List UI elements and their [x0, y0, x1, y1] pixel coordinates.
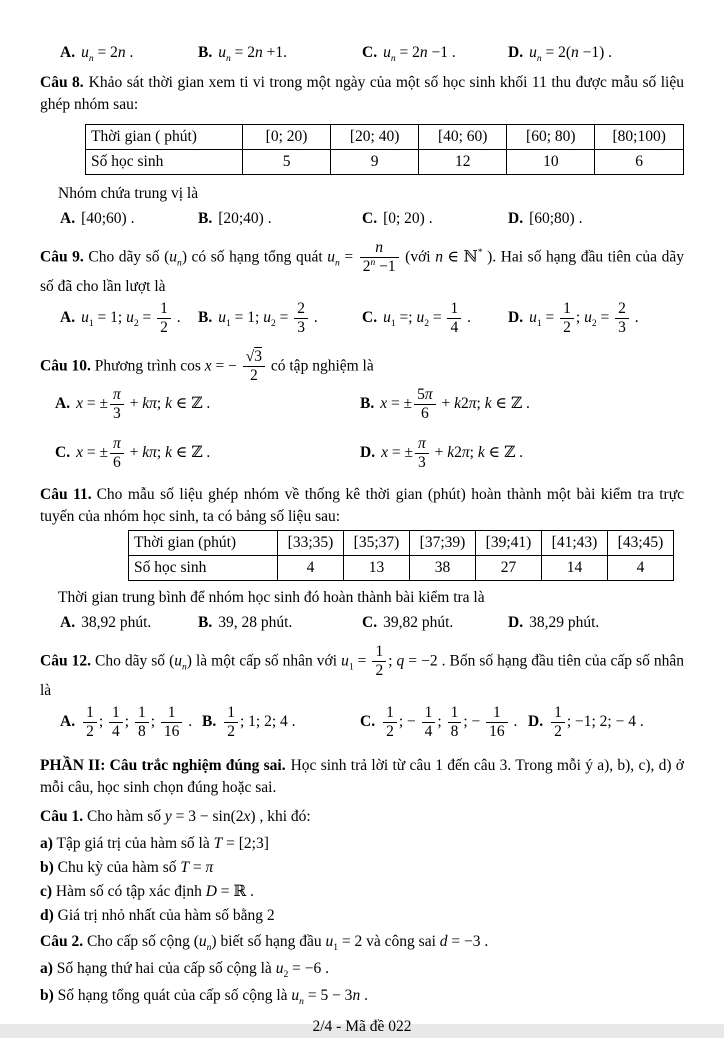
q8-question: Nhóm chứa trung vị là: [58, 185, 199, 202]
q8-table-header-cell: [0; 20): [243, 125, 331, 150]
q8-intro-text: Khảo sát thời gian xem ti vi trong một ngày của một số học sinh khối 11 thu được mẫu số liệu ghép nhóm sau:: [40, 74, 684, 113]
q8-table-value: 6: [595, 150, 684, 175]
q12-intro: Câu 12. Cho dãy số $(u_n)$ là một cấp số nhân với $u_1$ = $\frac{1}{2}$ ; q = −2 . Bốn số hạng đầu tiên của cấp số nhân là: [40, 643, 684, 699]
option-text: [20;40) .: [218, 210, 272, 227]
q11-table-data-row: [129, 556, 674, 581]
option-label: A.: [60, 210, 76, 227]
q11-table-header-cell: [39;41): [476, 531, 542, 556]
q10-option-d: [360, 436, 523, 472]
option-label: B.: [198, 308, 213, 326]
q8-table: [85, 124, 684, 175]
option-label: A.: [60, 44, 76, 61]
q11-table-header-cell: [43;45): [608, 531, 674, 556]
option-label: B.: [360, 395, 375, 413]
option-formula: $u_1 = 1$; $u_2$ = $\frac{1}{2}$ .: [81, 299, 181, 336]
q8-table-value: 10: [507, 150, 595, 175]
option-formula: $u_n = 2n$ .: [81, 44, 134, 65]
p2q1-item-d: d) Giá trị nhỏ nhất của hàm số bằng 2: [40, 906, 275, 924]
q10-options-row-1: [40, 387, 684, 433]
q7-option-b: [198, 42, 287, 64]
q11-table-header-cell: [35;37): [344, 531, 410, 556]
p2q1-item-c: c) Hàm số có tập xác định D = ℝ .: [40, 882, 255, 900]
option-label: D.: [360, 444, 376, 462]
option-label: D.: [508, 614, 524, 632]
q12-option-a: [60, 705, 192, 741]
option-label: B.: [198, 44, 213, 61]
option-formula: $\frac{1}{2}$ ; − $\frac{1}{4}$ ; $\frac{1}{8}$ ; − $\frac{1}{16}$ .: [381, 713, 517, 730]
q11-option-b: [198, 612, 292, 634]
q10-option-c: [55, 436, 210, 472]
p2q2-intro: Câu 2. Cho cấp số cộng $(u_n)$ biết số hạng đầu $u_1 = 2$ và công sai d = −3 .: [40, 932, 489, 953]
q8-table-row-label: Số học sinh: [86, 150, 243, 175]
option-label: B.: [198, 210, 213, 227]
q8-table-header-cell: [40; 60): [419, 125, 507, 150]
p2q1-intro: Câu 1. Cho hàm số y = 3 − sin(2x) , khi đó:: [40, 807, 311, 825]
q11-table: [128, 530, 674, 581]
option-label: D.: [508, 210, 524, 227]
q7-option-d: [508, 42, 612, 64]
option-text: 39,82 phút.: [383, 614, 454, 632]
q7-option-a: [60, 42, 133, 64]
q11-table-value: 38: [410, 556, 476, 581]
option-label: D.: [528, 712, 544, 730]
p2q2-item-b: b) Số hạng tổng quát của cấp số cộng là $u_n = 5 - 3n$ .: [40, 986, 368, 1007]
q8-table-data-row: [86, 150, 684, 175]
q11-option-c: [362, 612, 453, 634]
q11-table-value: 4: [608, 556, 674, 581]
option-formula: x = ± $\frac{\pi}{6}$ + kπ; k ∈ ℤ .: [76, 435, 211, 472]
q9-options-row: [40, 301, 684, 343]
option-text: 38,29 phút.: [529, 614, 600, 632]
option-formula: x = ± $\frac{\pi}{3}$ + k2π; k ∈ ℤ .: [381, 435, 524, 472]
option-label: D.: [508, 44, 524, 61]
option-formula: $u_n = 2n +1$.: [218, 44, 288, 65]
part2-title: PHẦN II: Câu trắc nghiệm đúng sai.: [40, 756, 286, 774]
option-label: C.: [360, 712, 376, 730]
option-formula: $\frac{1}{2}$ ; $\frac{1}{4}$ ; $\frac{1}{8}$ ; $\frac{1}{16}$ .: [81, 713, 192, 730]
q7-option-c: [362, 42, 456, 64]
option-label: C.: [362, 44, 378, 61]
q8-table-header-row: [86, 125, 684, 150]
part2-heading: [40, 755, 684, 799]
q9-option-a: [60, 301, 181, 337]
option-formula: $u_n = 2(n -1)$ .: [529, 44, 613, 65]
q8-option-d: [508, 208, 582, 230]
option-text: [0; 20) .: [383, 210, 433, 227]
q11-table-header-cell: [41;43): [542, 531, 608, 556]
q9-option-d: [508, 301, 639, 337]
q8-intro: [40, 72, 684, 116]
q12-option-d: [528, 705, 644, 741]
q8-table-header-cell: [60; 80): [507, 125, 595, 150]
q8-table-header-cell: [80;100): [595, 125, 684, 150]
option-label: A.: [60, 614, 76, 632]
q9-intro: Câu 9. Cho dãy số $(u_n)$ có số hạng tổng quát $u_n$ = $\frac{n}{2^n -1}$ (với n ∈ ℕ* ). Hai số hạng đầu tiên của dãy số đã cho lần lượt là: [40, 239, 684, 295]
q8-option-b: [198, 208, 272, 230]
q8-number: Câu 8.: [40, 74, 84, 91]
option-formula: $\frac{1}{2}$ ; −1; 2; − 4 .: [549, 713, 644, 730]
q11-table-header-cell: [33;35): [278, 531, 344, 556]
q8-option-c: [362, 208, 433, 230]
q12-option-b: [202, 705, 296, 741]
q11-table-value: 13: [344, 556, 410, 581]
q10-intro: Câu 10. Phương trình cos x = − $\frac{√3}{2}$ có tập nghiệm là: [40, 347, 374, 384]
q8-table-value: 9: [331, 150, 419, 175]
q11-table-value: 27: [476, 556, 542, 581]
option-label: D.: [508, 308, 524, 326]
q8-option-a: [60, 208, 134, 230]
q11-table-header-cell: [37;39): [410, 531, 476, 556]
option-label: C.: [362, 614, 378, 632]
option-label: B.: [202, 712, 217, 730]
option-label: A.: [60, 308, 76, 326]
q9-option-c: [362, 301, 471, 337]
option-formula: $u_n = 2n -1$ .: [383, 44, 456, 65]
p2q2-item-a: a) Số hạng thứ hai của cấp số cộng là $u_2 = -6$ .: [40, 959, 329, 980]
q7-options-row: [40, 42, 684, 66]
option-text: 39, 28 phút.: [218, 614, 293, 632]
q11-intro-text: Cho mẫu số liệu ghép nhóm về thống kê thời gian (phút) hoàn thành một bài kiểm tra trực tuyến của nhóm học sinh, ta có bảng số liệu sau:: [40, 486, 684, 526]
option-formula: $\frac{1}{2}$ ; 1; 2; 4 .: [222, 713, 295, 730]
q8-table-header-label: Thời gian ( phút): [86, 125, 243, 150]
q10-options-row-2: [40, 436, 684, 482]
q11-table-value: 14: [542, 556, 608, 581]
q9-option-b: [198, 301, 318, 337]
q11-table-header-label: Thời gian (phút): [129, 531, 278, 556]
p2q1-item-b: b) Chu kỳ của hàm số T = π: [40, 858, 214, 876]
q8-table-value: 12: [419, 150, 507, 175]
q11-table-value: 4: [278, 556, 344, 581]
q11-options-row: [40, 612, 684, 636]
option-formula: x = ± $\frac{5\pi}{6}$ + k2π; k ∈ ℤ .: [380, 386, 530, 423]
option-formula: $u_1 = 1$; $u_2$ = $\frac{2}{3}$ .: [218, 299, 318, 336]
q11-intro: [40, 484, 684, 528]
q10-option-a: [55, 387, 210, 423]
option-label: B.: [198, 614, 213, 632]
q11-table-row-label: Số học sinh: [129, 556, 278, 581]
q11-question: Thời gian trung bình để nhóm học sinh đó hoàn thành bài kiểm tra là: [58, 589, 485, 607]
p2q1-item-a: a) Tập giá trị của hàm số là T = [2;3]: [40, 834, 269, 852]
q11-table-header-row: [129, 531, 674, 556]
option-formula: $u_1$ =; $u_2$ = $\frac{1}{4}$ .: [383, 299, 471, 336]
option-text: [60;80) .: [529, 210, 583, 227]
option-label: A.: [55, 395, 71, 413]
option-label: C.: [362, 308, 378, 326]
q12-option-c: [360, 705, 517, 741]
part2-instructions: Học sinh trả lời từ câu 1 đến câu 3. Trong mỗi ý a), b), c), d) ở mỗi câu, học sinh chọn đúng hoặc sai.: [40, 756, 684, 796]
option-label: A.: [60, 712, 76, 730]
q11-option-d: [508, 612, 599, 634]
option-formula: x = ± $\frac{\pi}{3}$ + kπ; k ∈ ℤ .: [76, 386, 211, 423]
option-text: 38,92 phút.: [81, 614, 152, 632]
q8-table-header-cell: [20; 40): [331, 125, 419, 150]
option-formula: $u_1$ = $\frac{1}{2}$ ; $u_2$ = $\frac{2}{3}$ .: [529, 299, 639, 336]
q10-option-b: [360, 387, 530, 423]
q11-option-a: [60, 612, 151, 634]
q8-options-row: [40, 208, 684, 232]
page-number: 2/4 - Mã đề 022: [312, 1017, 412, 1035]
q12-options-row: [40, 705, 684, 747]
q8-table-value: 5: [243, 150, 331, 175]
option-text: [40;60) .: [81, 210, 135, 227]
option-label: C.: [362, 210, 378, 227]
option-label: C.: [55, 444, 71, 462]
q11-number: Câu 11.: [40, 486, 92, 504]
